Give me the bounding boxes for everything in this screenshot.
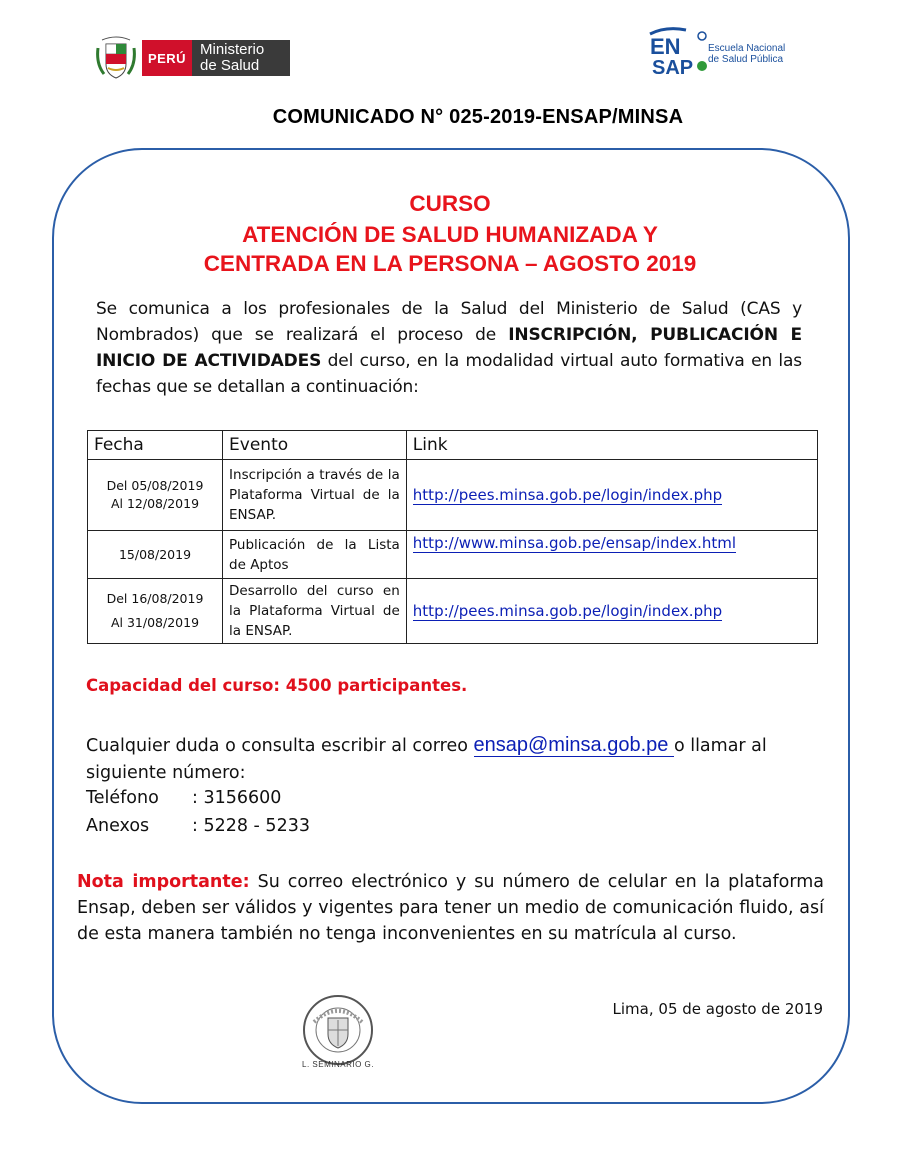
svg-text:SAP: SAP [652,57,694,78]
note-label: Nota importante: [77,872,250,892]
seal-signer: L. SEMINARIO G. [302,1060,374,1069]
link-publicacion[interactable]: http://www.minsa.gob.pe/ensap/index.html [412,534,737,552]
contact-text-2: o llamar al siguiente número: [86,736,767,783]
ensap-line1: Escuela Nacional [708,43,786,54]
table-row [88,531,818,579]
fecha-start: Del 05/08/2019 [106,478,204,493]
annex-label: Anexos [86,816,150,836]
capacity-text: Capacidad del curso: 4500 participantes. [86,676,468,695]
course-title-line2: CENTRADA EN LA PERSONA – AGOSTO 2019 [203,251,697,276]
header-fecha: Fecha [88,431,223,460]
table-row [88,460,818,531]
intro-paragraph [96,296,802,400]
contact-email-link[interactable]: ensap@minsa.gob.pe [473,734,674,756]
phone-value: : 3156600 [192,788,282,808]
fecha-start: 15/08/2019 [118,546,192,562]
annex-line [86,812,310,840]
table-row [88,579,818,644]
svg-text:EN: EN [650,34,681,59]
ministerio-line1: Ministerio [200,41,265,58]
phone-label: Teléfono [86,788,159,808]
schedule-table [87,430,818,644]
row-link-cell [406,579,817,644]
ensap-logo [646,26,806,78]
fecha-end: Al 31/08/2019 [110,615,200,630]
contact-text-1: Cualquier duda o consulta escribir al correo [86,736,474,756]
row-evento: Publicación de la Lista de Aptos [223,531,407,579]
intro-text-1: Se comunica a los profesionales de la Salud del Ministerio de Salud (CAS y Nombrados) que se realizará el proceso de [96,299,802,345]
fecha-start: Del 16/08/2019 [106,591,204,606]
row-evento: Desarrollo del curso en la Plataforma Virtual de la ENSAP. [223,579,407,644]
peru-coat-of-arms-icon [94,34,138,82]
table-header-row [88,431,818,460]
date-place: Lima, 05 de agosto de 2019 [612,1000,823,1018]
intro-text-2: del curso, en la modalidad virtual auto formativa en las fechas que se detallan a continuación: [96,351,802,397]
row-fecha [88,579,223,644]
annex-value: : 5228 - 5233 [192,816,310,836]
important-note [77,869,824,947]
header-link: Link [406,431,817,460]
fecha-end: Al 12/08/2019 [110,496,200,511]
row-link-cell [406,531,817,579]
minsa-logo [94,34,296,82]
row-link-cell [406,460,817,531]
row-fecha [88,531,223,579]
course-label: CURSO [409,191,491,216]
row-fecha [88,460,223,531]
course-title-line1: ATENCIÓN DE SALUD HUMANIZADA Y [242,222,658,247]
ministerio-badge [192,40,290,76]
note-text: Su correo electrónico y su número de celular en la plataforma Ensap, deben ser válidos y vigentes para tener un medio de comunicación fluido, así de esta manera también no tenga inconvenientes en su matrícula al curso. [77,872,824,944]
phone-line [86,784,310,812]
intro-bold: INSCRIPCIÓN, PUBLICACIÓN E INICIO DE ACTIVIDADES [96,325,802,371]
ensap-line2: de Salud Pública [708,54,784,65]
link-desarrollo[interactable]: http://pees.minsa.gob.pe/login/index.php [412,602,723,620]
peru-badge: PERÚ [142,40,192,76]
phone-info [86,784,310,840]
header-evento: Evento [223,431,407,460]
contact-paragraph [86,732,786,787]
comunicado-title: COMUNICADO N° 025-2019-ENSAP/MINSA [272,106,684,128]
ensap-name [708,43,785,65]
ministerio-line2: de Salud [200,57,260,74]
link-inscripcion[interactable]: http://pees.minsa.gob.pe/login/index.php [412,486,723,504]
row-evento: Inscripción a través de la Plataforma Virtual de la ENSAP. [223,460,407,531]
ensap-emblem-icon [646,26,708,78]
